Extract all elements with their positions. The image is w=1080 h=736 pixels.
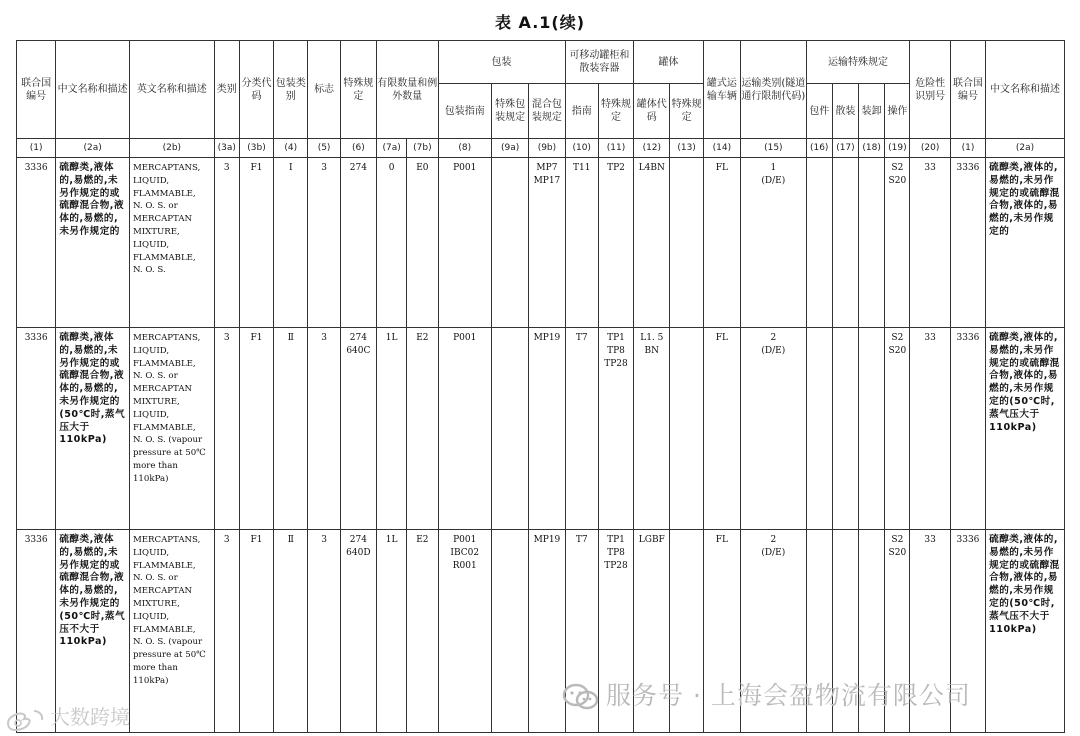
tank-code-cell: L4BN [634,158,670,328]
header-tank-vehicle: 罐式运输车辆 [703,41,740,139]
header-mixed-packing: 混合包装规定 [529,84,565,139]
pt-special-cell: TP1 TP8 TP28 [598,530,633,733]
column-number: (7a) [377,139,407,158]
table-row [17,158,1065,328]
packing-group-cell: I [274,158,308,328]
header-name-zh: 中文名称和描述 [56,41,130,139]
header-packing-instr: 包装指南 [438,84,491,139]
dangerous-goods-table [16,40,1065,733]
un-no-repeat-cell: 3336 [950,328,985,530]
name-en-cell: MERCAPTANS, LIQUID, FLAMMABLE, N. O. S. or MERCAPTAN MIXTURE, LIQUID, FLAMMABLE, N. O. S. [129,158,214,328]
column-number: (19) [885,139,910,158]
un-no-cell: 3336 [17,158,56,328]
ts-bulk-cell [832,328,858,530]
packing-group-cell: Ⅱ [274,530,308,733]
header-packing-group: 包装类别 [274,41,308,139]
tank-special-cell [670,158,703,328]
column-number: (14) [703,139,740,158]
class-cell: 3 [214,328,239,530]
pt-special-cell: TP2 [598,158,633,328]
un-no-repeat-cell: 3336 [950,158,985,328]
column-number: (2b) [129,139,214,158]
column-number: (5) [308,139,340,158]
column-number: (17) [832,139,858,158]
header-labels: 标志 [308,41,340,139]
name-zh-repeat-cell: 硫醇类,液体的,易燃的,未另作规定的或硫醇混合物,液体的,易燃的,未另作规定的(50℃时,蒸气压大于110kPa) [986,328,1065,530]
column-number: (10) [565,139,598,158]
watermark [562,676,1052,712]
name-en-cell: MERCAPTANS, LIQUID, FLAMMABLE, N. O. S. or MERCAPTAN MIXTURE, LIQUID, FLAMMABLE, N. O. S. (vapour pressure at 50℃ more than 110kPa) [129,328,214,530]
name-zh-cell: 硫醇类,液体的,易燃的,未另作规定的或硫醇混合物,液体的,易燃的,未另作规定的(50℃时,蒸气压大于110kPa) [56,328,130,530]
label-cell: 3 [308,158,340,328]
label-cell: 3 [308,328,340,530]
column-number: (6) [340,139,376,158]
header-ts-loading: 装卸 [859,84,885,139]
column-number: (2a) [56,139,130,158]
column-number: (13) [670,139,703,158]
header-pt-instr: 指南 [565,84,598,139]
class-cell: 3 [214,530,239,733]
column-number: (3a) [214,139,239,158]
column-number: (9a) [491,139,528,158]
column-number: (18) [859,139,885,158]
ts-packages-cell [806,328,832,530]
watermark-text: 服务号 · 上海会盈物流有限公司 [606,681,971,710]
tank-code-cell: L1. 5 BN [634,328,670,530]
wechat-icon [562,683,600,711]
pt-instr-cell: T7 [565,328,598,530]
corner-watermark [4,701,130,731]
header-ts-packages: 包件 [806,84,832,139]
column-number: (8) [438,139,491,158]
hazard-id-cell: 33 [910,530,950,733]
header-pt-special: 特殊规定 [598,84,633,139]
column-number: (15) [741,139,807,158]
special-packing-cell [491,328,528,530]
header-tank-special: 特殊规定 [670,84,703,139]
ts-operation-cell: S2 S20 [885,328,910,530]
transport-category-cell: 1 (D/E) [741,158,807,328]
header-tank-code: 罐体代码 [634,84,670,139]
special-provisions-cell: 274 [340,158,376,328]
column-number: (2a) [986,139,1065,158]
ts-packages-cell [806,158,832,328]
name-en-cell: MERCAPTANS, LIQUID, FLAMMABLE, N. O. S. or MERCAPTAN MIXTURE, LIQUID, FLAMMABLE, N. O. S. (vapour pressure at 50℃ more than 110kPa) [129,530,214,733]
header-ts-bulk: 散装 [832,84,858,139]
column-number: (12) [634,139,670,158]
header-class-code: 分类代码 [239,41,273,139]
name-zh-repeat-cell: 硫醇类,液体的,易燃的,未另作规定的或硫醇混合物,液体的,易燃的,未另作规定的(50℃时,蒸气压不大于110kPa) [986,530,1065,733]
column-number: (1) [17,139,56,158]
pt-special-cell: TP1 TP8 TP28 [598,328,633,530]
header-name-en: 英文名称和描述 [129,41,214,139]
name-zh-repeat-cell: 硫醇类,液体的,易燃的,未另作规定的或硫醇混合物,液体的,易燃的,未另作规定的 [986,158,1065,328]
column-number: (16) [806,139,832,158]
column-number: (1) [950,139,985,158]
table-row [17,328,1065,530]
name-zh-cell: 硫醇类,液体的,易燃的,未另作规定的或硫醇混合物,液体的,易燃的,未另作规定的 [56,158,130,328]
special-packing-cell [491,158,528,328]
header-name-zh-repeat: 中文名称和描述 [986,41,1065,139]
packing-group-cell: Ⅱ [274,328,308,530]
un-no-cell: 3336 [17,530,56,733]
limited-qty-cell: 0 [377,158,407,328]
header-limited-excepted: 有限数量和例外数量 [377,41,439,139]
packing-instr-cell: P001 IBC02 R001 [438,530,491,733]
header-packaging: 包装 [438,41,565,84]
weibo-icon [4,707,50,731]
ts-operation-cell: S2 S20 [885,158,910,328]
tank-vehicle-cell: FL [703,530,740,733]
excepted-qty-cell: E2 [407,530,438,733]
packing-instr-cell: P001 [438,158,491,328]
transport-category-cell: 2 (D/E) [741,328,807,530]
special-provisions-cell: 274 640D [340,530,376,733]
label-cell: 3 [308,530,340,733]
mixed-packing-cell: MP19 [529,328,565,530]
transport-category-cell: 2 (D/E) [741,530,807,733]
column-number: (20) [910,139,950,158]
pt-instr-cell: T11 [565,158,598,328]
column-number: (7b) [407,139,438,158]
ts-bulk-cell [832,158,858,328]
column-number: (11) [598,139,633,158]
header-ts-operation: 操作 [885,84,910,139]
header-transport-category: 运输类别(隧道通行限制代码) [741,41,807,139]
packing-instr-cell: P001 [438,328,491,530]
pt-instr-cell: T7 [565,530,598,733]
header-transport-special: 运输特殊规定 [806,41,910,84]
excepted-qty-cell: E2 [407,328,438,530]
ts-operation-cell: S2 S20 [885,530,910,733]
name-zh-cell: 硫醇类,液体的,易燃的,未另作规定的或硫醇混合物,液体的,易燃的,未另作规定的(50℃时,蒸气压不大于110kPa) [56,530,130,733]
tank-vehicle-cell: FL [703,328,740,530]
header-hazard-id: 危险性识别号 [910,41,950,139]
hazard-id-cell: 33 [910,158,950,328]
class-cell: 3 [214,158,239,328]
tank-vehicle-cell: FL [703,158,740,328]
column-number: (3b) [239,139,273,158]
limited-qty-cell: 1L [377,328,407,530]
un-no-repeat-cell: 3336 [950,530,985,733]
column-number: (9b) [529,139,565,158]
header-special-packing: 特殊包装规定 [491,84,528,139]
tank-special-cell [670,328,703,530]
un-no-cell: 3336 [17,328,56,530]
special-provisions-cell: 274 640C [340,328,376,530]
corner-watermark-text: 大数跨境 [50,705,130,729]
class-code-cell: F1 [239,328,273,530]
header-un-no-repeat: 联合国编号 [950,41,985,139]
class-code-cell: F1 [239,158,273,328]
header-class: 类别 [214,41,239,139]
mixed-packing-cell: MP19 [529,530,565,733]
ts-loading-cell [859,328,885,530]
ts-loading-cell [859,158,885,328]
header-special-provisions: 特殊规定 [340,41,376,139]
header-un-no: 联合国编号 [17,41,56,139]
mixed-packing-cell: MP7 MP17 [529,158,565,328]
class-code-cell: F1 [239,530,273,733]
tank-code-cell: LGBF [634,530,670,733]
table-title: 表 A.1(续) [494,13,586,32]
column-number: (4) [274,139,308,158]
excepted-qty-cell: E0 [407,158,438,328]
limited-qty-cell: 1L [377,530,407,733]
special-packing-cell [491,530,528,733]
header-portable-tanks: 可移动罐柜和散装容器 [565,41,634,84]
header-tank: 罐体 [634,41,704,84]
hazard-id-cell: 33 [910,328,950,530]
